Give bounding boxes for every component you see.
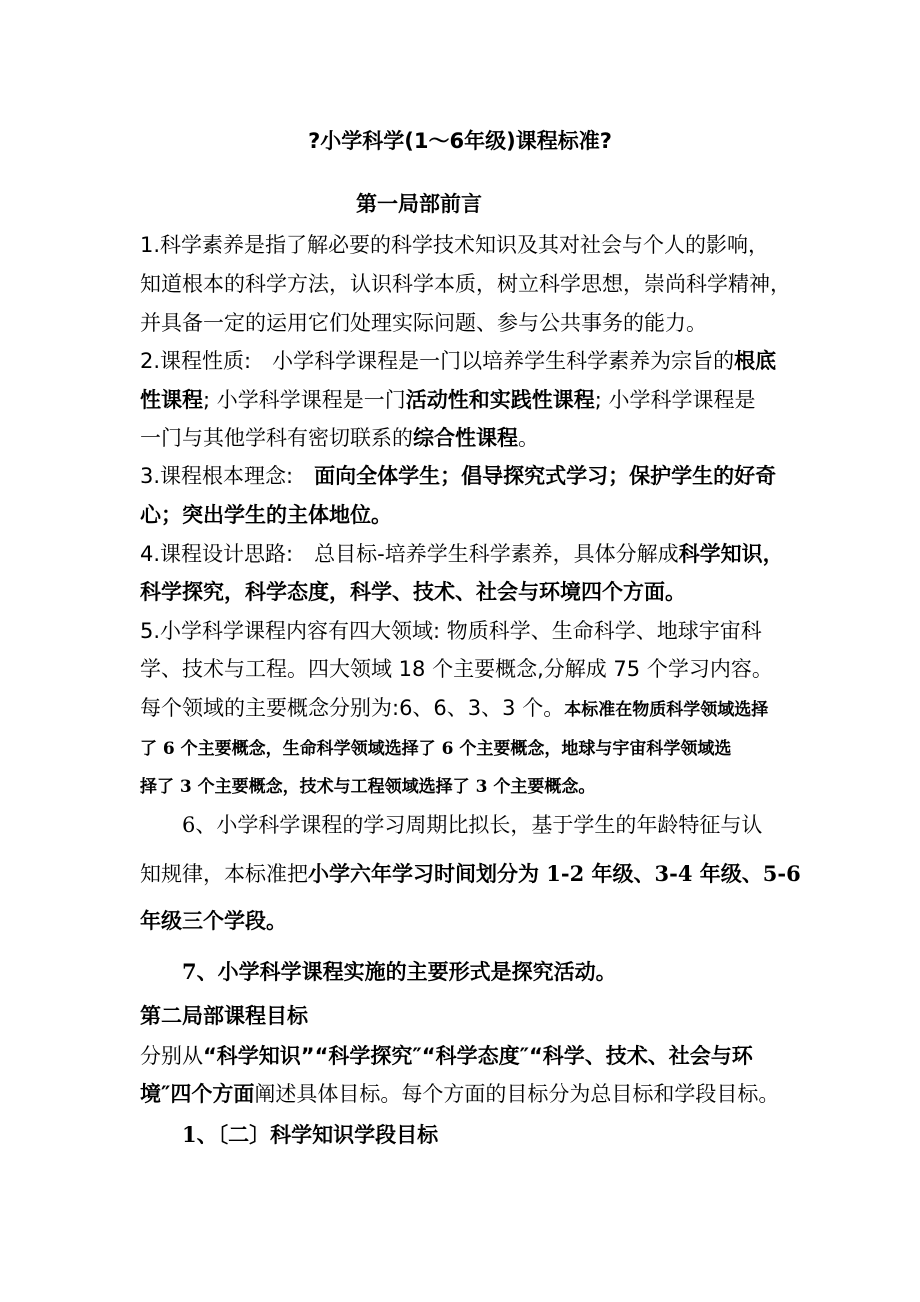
- p4-line1-bold: 科学知识，: [678, 542, 784, 566]
- p4-line1-text: 4.课程设计思路: 总目标-培养学生科学素养，具体分解成: [140, 542, 679, 566]
- p6-line1: 6、小学科学课程的学习周期比拟长，基于学生的年龄特征与认: [182, 813, 763, 837]
- part2-heading: 第二局部课程目标: [140, 1004, 308, 1028]
- p3-line1-bold: 面向全体学生；倡导探究式学习；保护学生的好奇: [314, 464, 777, 488]
- p2-line2-text1: ; 小学科学课程是一门: [203, 388, 406, 412]
- p6-line2: [140, 860, 801, 888]
- p3-line1-text: 3.课程根本理念:: [140, 464, 315, 488]
- p3-line1: [140, 462, 776, 490]
- document-title: ?小学科学(1～6年级)课程标准?: [308, 129, 612, 153]
- p7-line: 7、小学科学课程实施的主要形式是探究活动。: [182, 959, 617, 984]
- p5-line1: 5.小学科学课程内容有四大领域: 物质科学、生命科学、地球宇宙科: [140, 619, 762, 643]
- p5-line4: 了 6 个主要概念，生命科学领域选择了 6 个主要概念，地球与宇宙科学领域选: [140, 739, 732, 759]
- p8-line1-bold: “科学知识”“科学探究″“科学态度″“科学、技术、社会与环: [203, 1044, 753, 1068]
- part1-heading: 第一局部前言: [356, 192, 482, 216]
- p2-line2-text2: ; 小学科学课程是: [594, 388, 756, 412]
- p2-line2: [140, 386, 756, 414]
- p8-line2-bold: 境″四个方面: [140, 1082, 255, 1106]
- p8-line2-text: 阐述具体目标。每个方面的目标分为总目标和学段目标。: [254, 1082, 780, 1106]
- p2-line1-bold: 根底: [734, 349, 777, 373]
- p4-line2: 科学探究，科学态度，科学、技术、社会与环境四个方面。: [140, 580, 686, 604]
- p6-line2-text: 知规律，本标准把: [140, 862, 308, 886]
- p5-line2: 学、技术与工程。四大领域 18 个主要概念,分解成 75 个学习内容。: [140, 657, 773, 681]
- p1-line2: 知道根本的科学方法，认识科学本质，树立科学思想，崇尚科学精神，: [140, 272, 791, 296]
- p2-line3: [140, 424, 539, 452]
- p1-line1: 1.科学素养是指了解必要的科学技术知识及其对社会与个人的影响，: [140, 233, 770, 257]
- p8-line1: [140, 1042, 753, 1070]
- p2-line2-bold2: 活动性和实践性课程: [405, 388, 595, 412]
- p8-line1-text: 分别从: [140, 1044, 203, 1068]
- p5-line5: 择了 3 个主要概念，技术与工程领域选择了 3 个主要概念。: [140, 777, 596, 797]
- p5-line3: [140, 694, 768, 724]
- p2-line2-bold1: 性课程: [140, 388, 203, 412]
- p5-line3-text: 每个领域的主要概念分别为:6、6、3、3 个。: [140, 696, 565, 720]
- p5-line3-bold: 本标准在物质科学领域选择: [564, 700, 769, 720]
- p6-line3: 年级三个学段。: [140, 908, 287, 933]
- p8-line2: [140, 1080, 779, 1108]
- p2-line1-text: 2.课程性质: 小学科学课程是一门以培养学生科学素养为宗旨的: [140, 349, 735, 373]
- p4-line1: [140, 540, 784, 568]
- p2-line3-text: 一门与其他学科有密切联系的: [140, 426, 413, 450]
- p6-line2-bold: 小学六年学习时间划分为 1-2 年级、3-4 年级、5-6: [308, 861, 801, 886]
- p2-line3-bold: 综合性课程: [413, 426, 518, 450]
- p3-line2: 心；突出学生的主体地位。: [140, 503, 392, 527]
- p2-line1: [140, 347, 776, 375]
- p9-line: 1、〔二〕科学知识学段目标: [182, 1122, 439, 1147]
- p1-line3: 并具备一定的运用它们处理实际问题、参与公共事务的能力。: [140, 311, 707, 335]
- p2-line3-end: 。: [518, 426, 539, 450]
